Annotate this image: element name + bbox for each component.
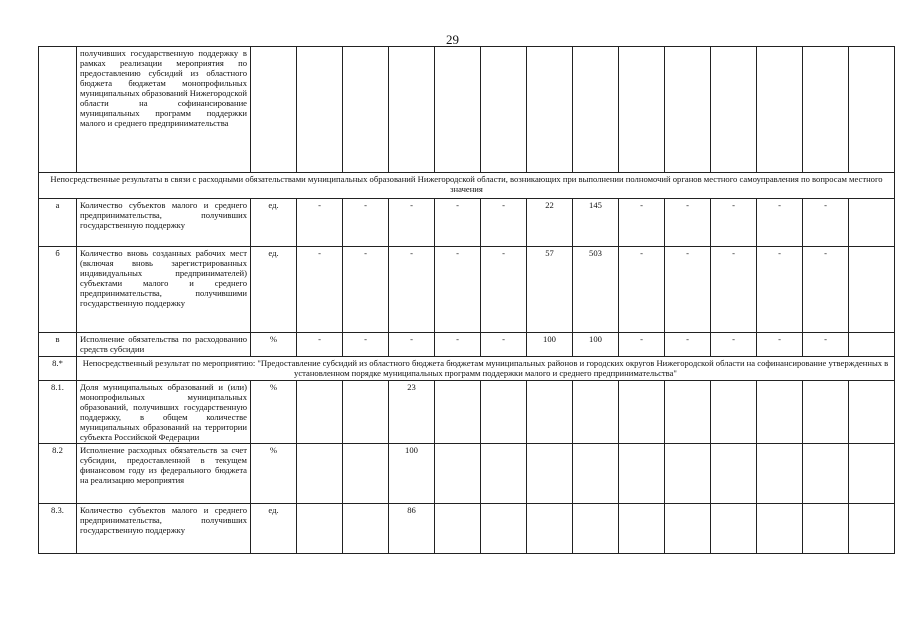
- row-number-cell: [39, 47, 77, 173]
- value-cell: -: [711, 199, 757, 247]
- value-cell: -: [711, 333, 757, 357]
- value-cell: [297, 381, 343, 444]
- value-cell: [389, 47, 435, 173]
- value-cell: [711, 47, 757, 173]
- value-cell: [757, 381, 803, 444]
- value-cell: [527, 47, 573, 173]
- table-row: [39, 47, 895, 173]
- value-cell: [803, 381, 849, 444]
- value-cell: -: [297, 199, 343, 247]
- value-cell: [619, 504, 665, 554]
- table-row: [39, 504, 895, 554]
- value-cell: [527, 504, 573, 554]
- value-cell: -: [343, 199, 389, 247]
- value-cell: -: [389, 333, 435, 357]
- value-cell: [435, 444, 481, 504]
- value-cell: [711, 504, 757, 554]
- indicator-name-cell: Исполнение обязательства по расходованию средств субсидии: [77, 333, 251, 357]
- value-cell: [665, 381, 711, 444]
- value-cell: [343, 504, 389, 554]
- value-cell: 86: [389, 504, 435, 554]
- value-cell: [481, 444, 527, 504]
- value-cell: 145: [573, 199, 619, 247]
- value-cell: [849, 444, 895, 504]
- value-cell: [481, 504, 527, 554]
- value-cell: [757, 504, 803, 554]
- row-number-cell: 8.3.: [39, 504, 77, 554]
- table-row: [39, 333, 895, 357]
- value-cell: -: [389, 199, 435, 247]
- value-cell: [619, 47, 665, 173]
- unit-cell: ед.: [251, 247, 297, 333]
- section-header-text: Непосредственные результаты в связи с расходными обязательствами муниципальных образований Нижегородской области, возникающих при выполнении полномочий органов местного самоуправления по вопросам местного значения: [39, 173, 895, 199]
- value-cell: 57: [527, 247, 573, 333]
- value-cell: -: [435, 333, 481, 357]
- value-cell: [757, 47, 803, 173]
- value-cell: [619, 381, 665, 444]
- value-cell: [297, 444, 343, 504]
- indicator-name-cell: Доля муниципальных образований и (или) монопрофильных муниципальных образований, получивших государственную поддержку, в общем количестве муниципальных образований на территории субъекта Российской Федерации: [77, 381, 251, 444]
- indicator-name-cell: Количество субъектов малого и среднего предпринимательства, получивших государственную поддержку: [77, 504, 251, 554]
- value-cell: -: [343, 247, 389, 333]
- table-row: [39, 444, 895, 504]
- value-cell: [665, 47, 711, 173]
- value-cell: 22: [527, 199, 573, 247]
- value-cell: -: [481, 247, 527, 333]
- unit-cell: %: [251, 333, 297, 357]
- row-number-cell: а: [39, 199, 77, 247]
- value-cell: -: [665, 333, 711, 357]
- value-cell: -: [481, 333, 527, 357]
- table-row: [39, 199, 895, 247]
- value-cell: [711, 381, 757, 444]
- section-header-row: [39, 357, 895, 381]
- row-number-cell: 8.1.: [39, 381, 77, 444]
- value-cell: [849, 504, 895, 554]
- value-cell: [435, 47, 481, 173]
- value-cell: -: [619, 247, 665, 333]
- value-cell: -: [435, 199, 481, 247]
- value-cell: [849, 333, 895, 357]
- value-cell: [849, 247, 895, 333]
- unit-cell: ед.: [251, 199, 297, 247]
- value-cell: [343, 47, 389, 173]
- value-cell: [849, 199, 895, 247]
- value-cell: -: [481, 199, 527, 247]
- unit-cell: %: [251, 381, 297, 444]
- value-cell: -: [757, 199, 803, 247]
- value-cell: -: [803, 199, 849, 247]
- indicator-name-cell: получивших государственную поддержку в рамках реализации мероприятия по предоставлению субсидий из областного бюджета бюджетам монопрофильных муниципальных образований Нижегородской области на софинансирование муниципальных программ поддержки малого и среднего предпринимательства: [77, 47, 251, 173]
- indicator-name-cell: Количество вновь созданных рабочих мест (включая вновь зарегистрированных индивидуальных предпринимателей) субъектами малого и среднего предпринимательства, получившими государственную поддержку: [77, 247, 251, 333]
- value-cell: [481, 47, 527, 173]
- value-cell: -: [711, 247, 757, 333]
- value-cell: 100: [527, 333, 573, 357]
- value-cell: 100: [573, 333, 619, 357]
- indicator-name-cell: Исполнение расходных обязательств за счет субсидии, предоставленной в текущем финансовом году из федерального бюджета на реализацию мероприятия: [77, 444, 251, 504]
- value-cell: -: [803, 333, 849, 357]
- value-cell: [849, 47, 895, 173]
- value-cell: -: [665, 247, 711, 333]
- value-cell: -: [343, 333, 389, 357]
- value-cell: -: [619, 199, 665, 247]
- indicator-name-cell: Количество субъектов малого и среднего предпринимательства, получивших государственную поддержку: [77, 199, 251, 247]
- value-cell: [527, 381, 573, 444]
- value-cell: -: [803, 247, 849, 333]
- table-row: [39, 381, 895, 444]
- value-cell: [803, 504, 849, 554]
- value-cell: [435, 504, 481, 554]
- value-cell: [711, 444, 757, 504]
- value-cell: [297, 504, 343, 554]
- value-cell: [435, 381, 481, 444]
- section-header-text: Непосредственный результат по мероприятию: "Предоставление субсидий из областного бюджета бюджетам муниципальных районов и городских округов Нижегородской области на софинансирование утвержденных в установленном порядке муниципальных программ поддержки малого и среднего предпринимательства": [77, 357, 895, 381]
- unit-cell: ед.: [251, 504, 297, 554]
- value-cell: -: [619, 333, 665, 357]
- value-cell: [665, 444, 711, 504]
- value-cell: 23: [389, 381, 435, 444]
- value-cell: [573, 47, 619, 173]
- value-cell: 503: [573, 247, 619, 333]
- value-cell: -: [665, 199, 711, 247]
- value-cell: [619, 444, 665, 504]
- value-cell: [849, 381, 895, 444]
- value-cell: [665, 504, 711, 554]
- row-number-cell: 8.*: [39, 357, 77, 381]
- value-cell: -: [297, 247, 343, 333]
- value-cell: 100: [389, 444, 435, 504]
- unit-cell: [251, 47, 297, 173]
- value-cell: [573, 444, 619, 504]
- section-header-row: [39, 173, 895, 199]
- unit-cell: %: [251, 444, 297, 504]
- value-cell: [573, 504, 619, 554]
- value-cell: [297, 47, 343, 173]
- value-cell: -: [297, 333, 343, 357]
- value-cell: -: [435, 247, 481, 333]
- row-number-cell: б: [39, 247, 77, 333]
- table-row: [39, 247, 895, 333]
- value-cell: [803, 444, 849, 504]
- value-cell: [343, 444, 389, 504]
- page-number: 29: [446, 32, 459, 47]
- value-cell: [481, 381, 527, 444]
- results-table: [38, 46, 895, 554]
- value-cell: [757, 444, 803, 504]
- value-cell: [527, 444, 573, 504]
- value-cell: -: [389, 247, 435, 333]
- value-cell: [343, 381, 389, 444]
- row-number-cell: 8.2: [39, 444, 77, 504]
- row-number-cell: в: [39, 333, 77, 357]
- value-cell: [803, 47, 849, 173]
- value-cell: -: [757, 333, 803, 357]
- value-cell: [573, 381, 619, 444]
- value-cell: -: [757, 247, 803, 333]
